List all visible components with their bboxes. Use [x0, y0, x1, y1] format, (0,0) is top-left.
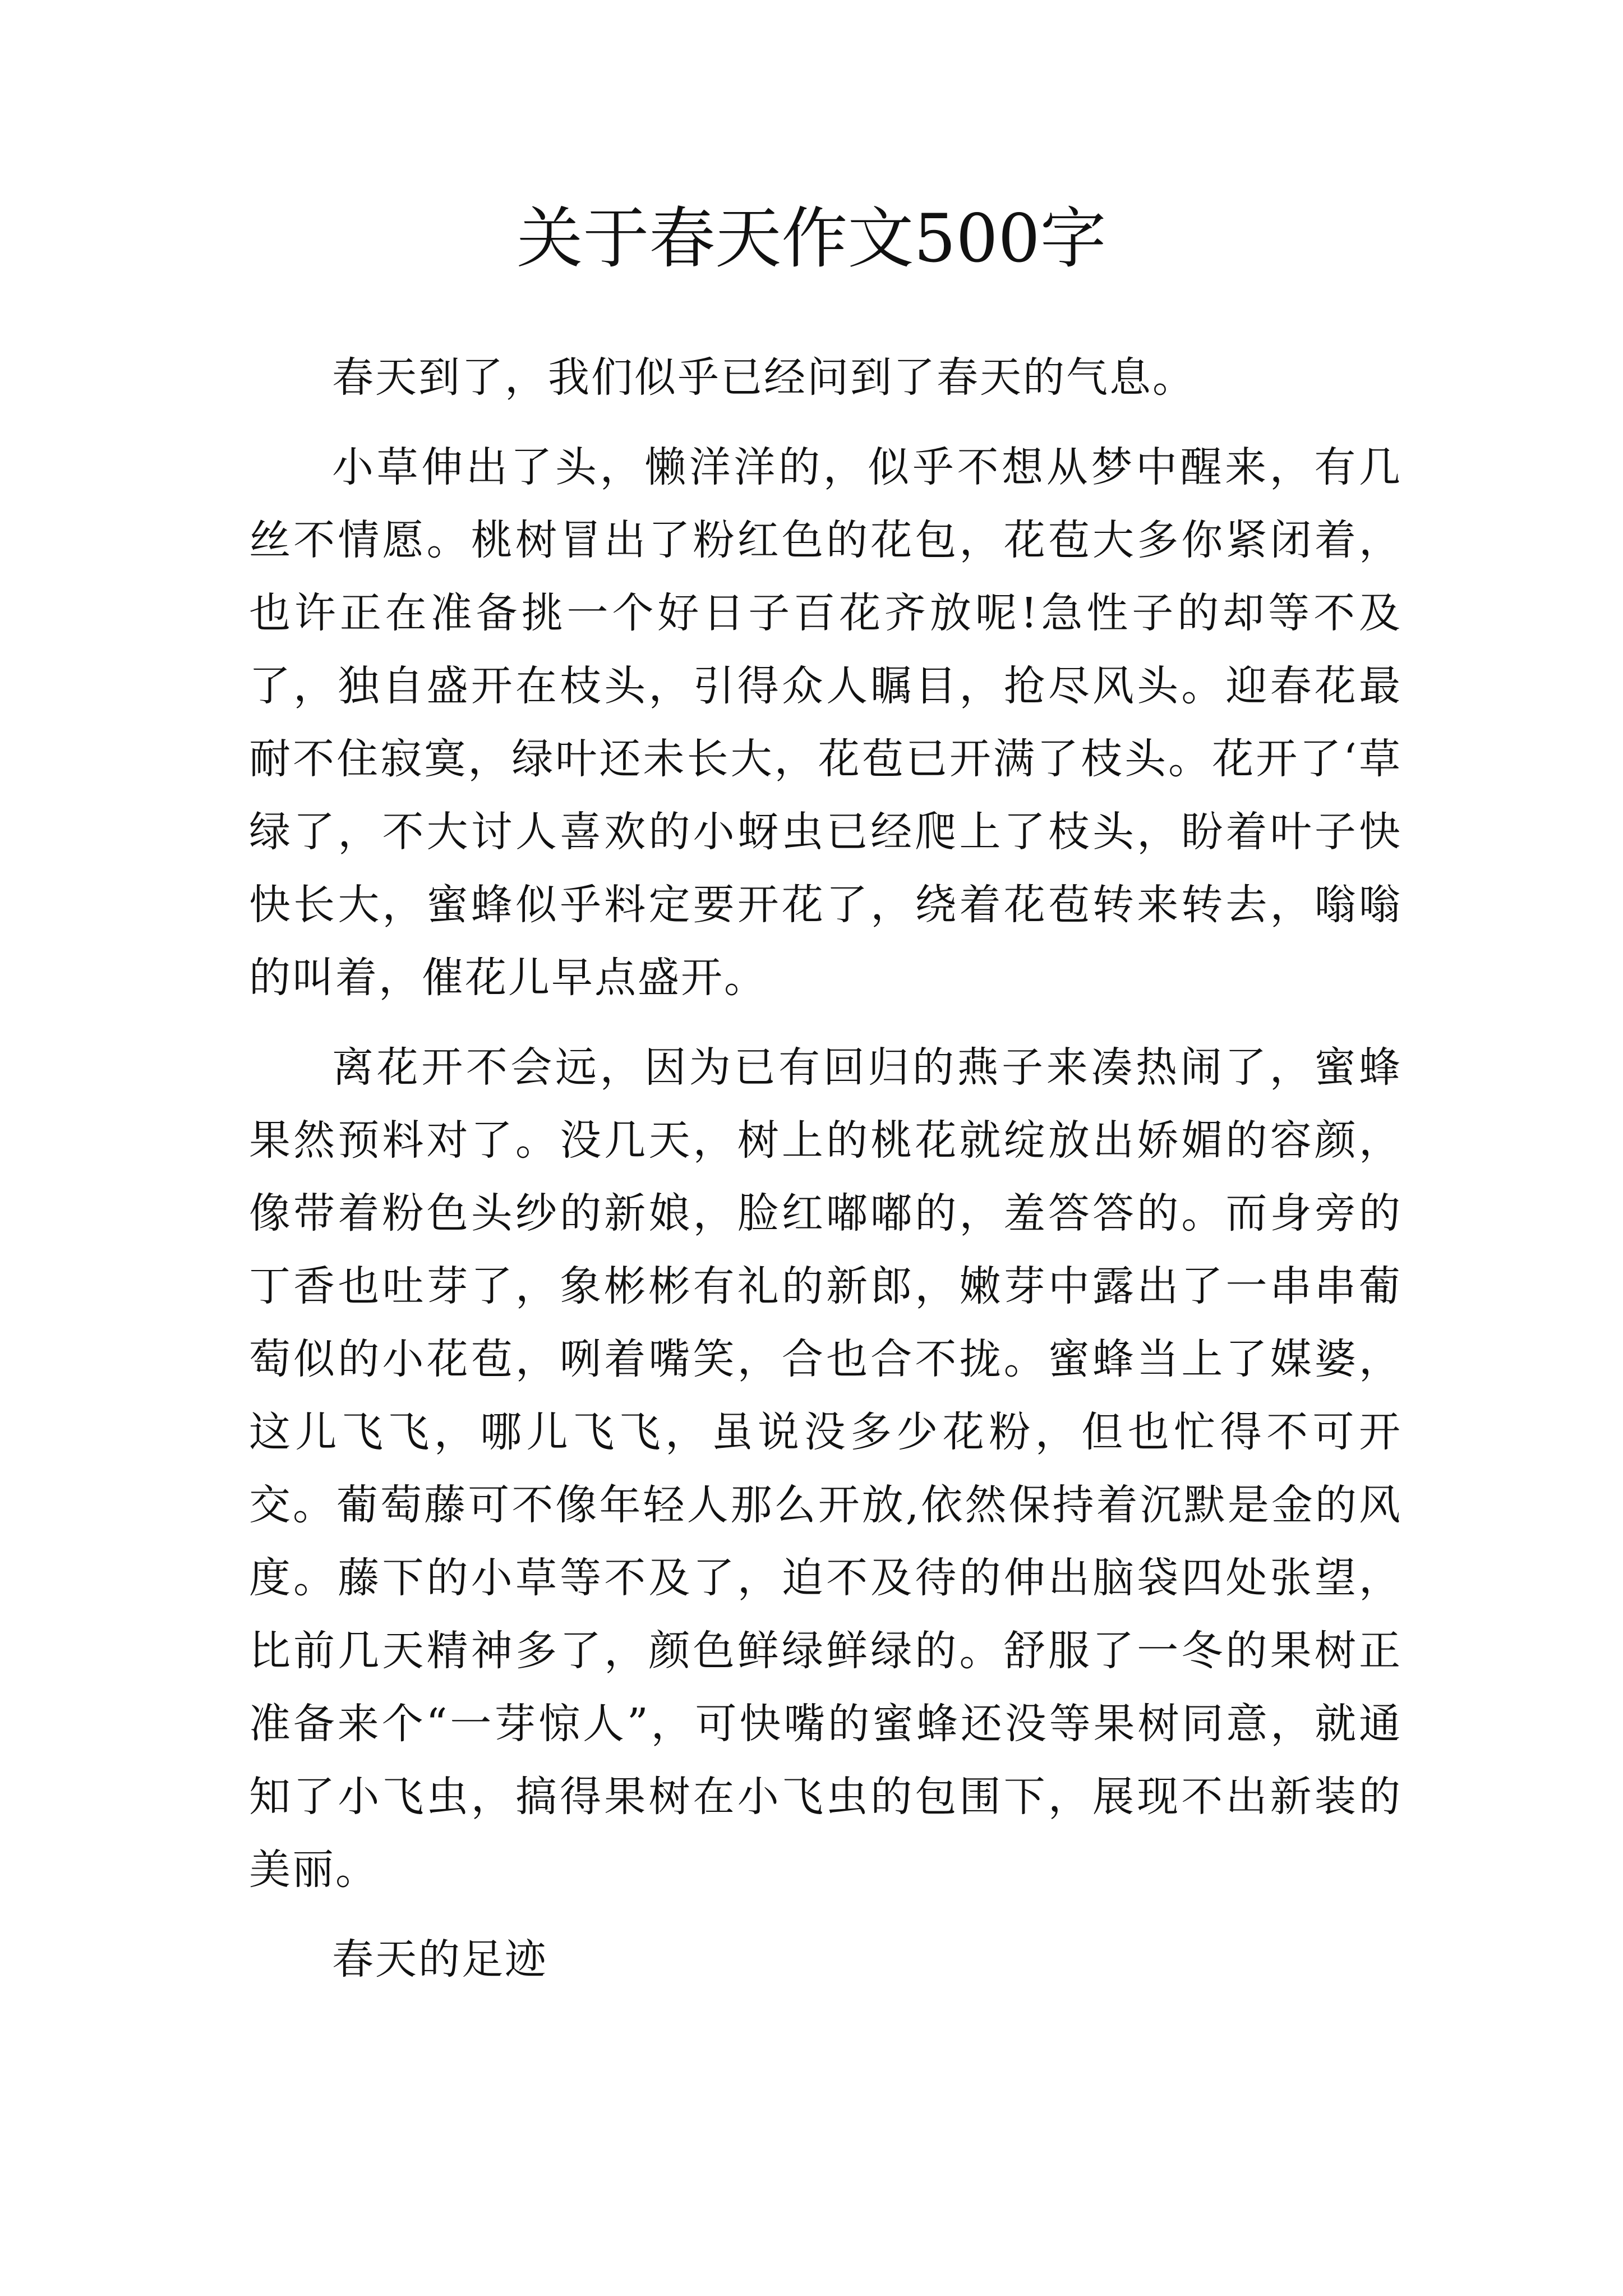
document-body — [249, 341, 1402, 2013]
paragraph: 春天的足迹 — [332, 1935, 548, 1984]
paragraph: 小草伸出了头，懒洋洋的，似乎不想从梦中醒来，有几丝不情愿。桃树冒出了粉红色的花包，花苞大多你紧闭着，也许正在准备挑一个好日子百花齐放呢!急性子的却等不及了，独自盛开在枝头，引得众人瞩目，抢尽风头。迎春花最耐不住寂寞，绿叶还未长大，花苞已开满了枝头。花开了‘草绿了，不大讨人喜欢的小蚜虫已经爬上了枝头，盼着叶子快快长大，蜜蜂似乎料定要开花了，绕着花苞转来转去，嗡嗡的叫着，催花儿早点盛开。 — [249, 443, 1402, 1002]
paragraph: 离花开不会远，因为已有回归的燕子来凑热闹了，蜜蜂果然预料对了。没几天，树上的桃花就绽放出娇媚的容颜，像带着粉色头纱的新娘，脸红嘟嘟的，羞答答的。而身旁的丁香也吐芽了，象彬彬有礼的新郎，嫩芽中露出了一串串葡萄似的小花苞，咧着嘴笑，合也合不拢。蜜蜂当上了媒婆，这儿飞飞，哪儿飞飞，虽说没多少花粉，但也忙得不可开交。葡萄藤可不像年轻人那么开放,依然保持着沉默是金的风度。藤下的小草等不及了，迫不及待的伸出脑袋四处张望，比前几天精神多了，颜色鲜绿鲜绿的。舒服了一冬的果树正准备来个“一芽惊人”，可快嘴的蜜蜂还没等果树同意，就通知了小飞虫，搞得果树在小飞虫的包围下，展现不出新装的美丽。 — [249, 1043, 1402, 1894]
paragraph: 春天到了，我们似乎已经问到了春天的气息。 — [332, 353, 1196, 402]
document-title: 关于春天作文500字 — [517, 200, 1106, 277]
